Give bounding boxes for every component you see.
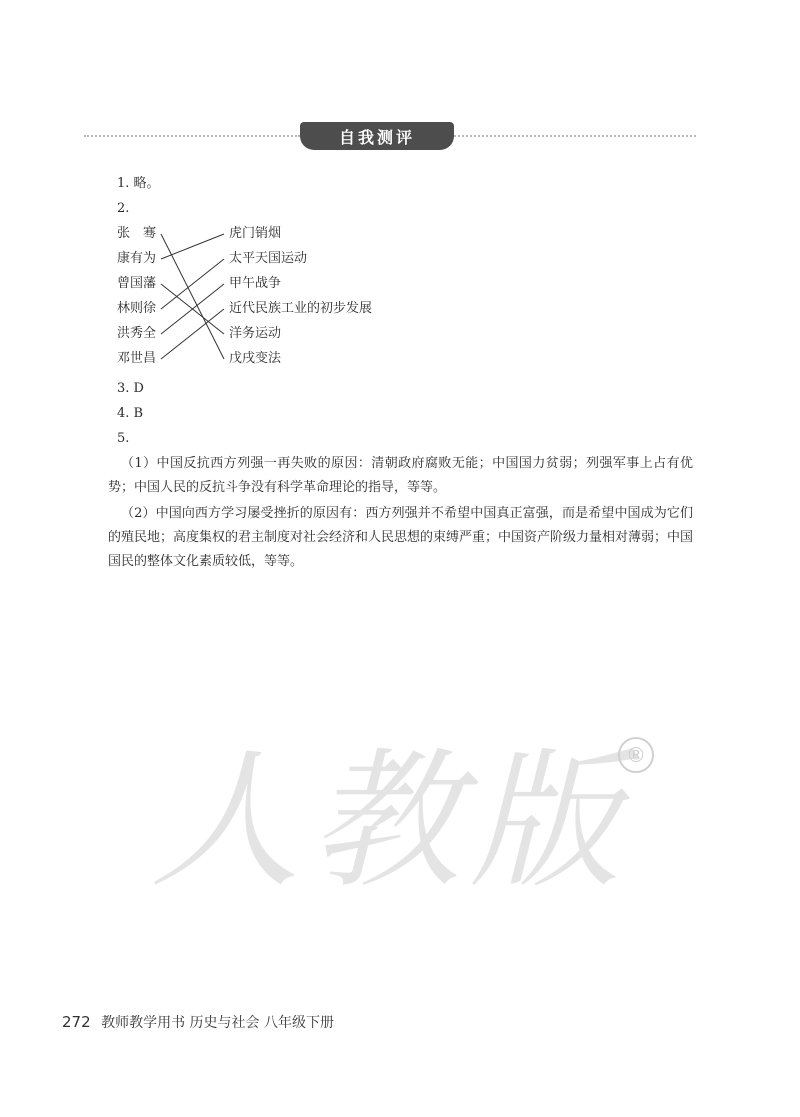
question-4: 4. B bbox=[117, 406, 144, 421]
match-right-item: 戊戌变法 bbox=[229, 351, 282, 366]
match-right-item: 近代民族工业的初步发展 bbox=[229, 301, 373, 316]
match-right-item: 洋务运动 bbox=[229, 326, 282, 341]
question-2-label: 2. bbox=[117, 201, 130, 216]
answer-paragraph-2: （2）中国向西方学习屡受挫折的原因有：西方列强并不希望中国真正富强，而是希望中国成为它们的殖民地；高度集权的君主制度对社会经济和人民思想的束缚严重；中国资产阶级力量相对薄弱；中国国民的整体文化素质较低，等等。 bbox=[108, 506, 694, 569]
match-left-item: 张 骞 bbox=[117, 226, 157, 241]
page-number: 272 bbox=[62, 1013, 91, 1031]
match-left-item: 邓世昌 bbox=[117, 351, 157, 366]
question-5-label: 5. bbox=[117, 431, 130, 446]
match-line bbox=[161, 309, 224, 359]
section-title: 自我测评 bbox=[300, 122, 454, 150]
answer-paragraph-1: （1）中国反抗西方列强一再失败的原因：清朝政府腐败无能；中国国力贫弱；列强军事上占有优势；中国人民的反抗斗争没有科学革命理论的指导，等等。 bbox=[108, 456, 693, 495]
book-title: 教师教学用书 历史与社会 八年级下册 bbox=[101, 1015, 334, 1031]
match-right-item: 太平天国运动 bbox=[229, 251, 308, 266]
question-1: 1. 略。 bbox=[117, 176, 160, 191]
match-left-item: 洪秀全 bbox=[117, 326, 157, 341]
question-3: 3. D bbox=[117, 381, 144, 396]
match-left-item: 曾国藩 bbox=[117, 276, 157, 291]
publisher-watermark: 人教版 bbox=[150, 735, 631, 909]
match-right-item: 虎门销烟 bbox=[229, 226, 282, 241]
match-line bbox=[161, 259, 224, 309]
match-left-item: 林则徐 bbox=[117, 301, 157, 316]
registered-mark: ® bbox=[618, 737, 654, 773]
match-left-item: 康有为 bbox=[117, 251, 157, 266]
matching-lines bbox=[0, 0, 800, 400]
match-line bbox=[161, 234, 224, 259]
match-line bbox=[161, 234, 224, 359]
page-footer bbox=[62, 1012, 334, 1032]
match-right-item: 甲午战争 bbox=[229, 276, 282, 291]
